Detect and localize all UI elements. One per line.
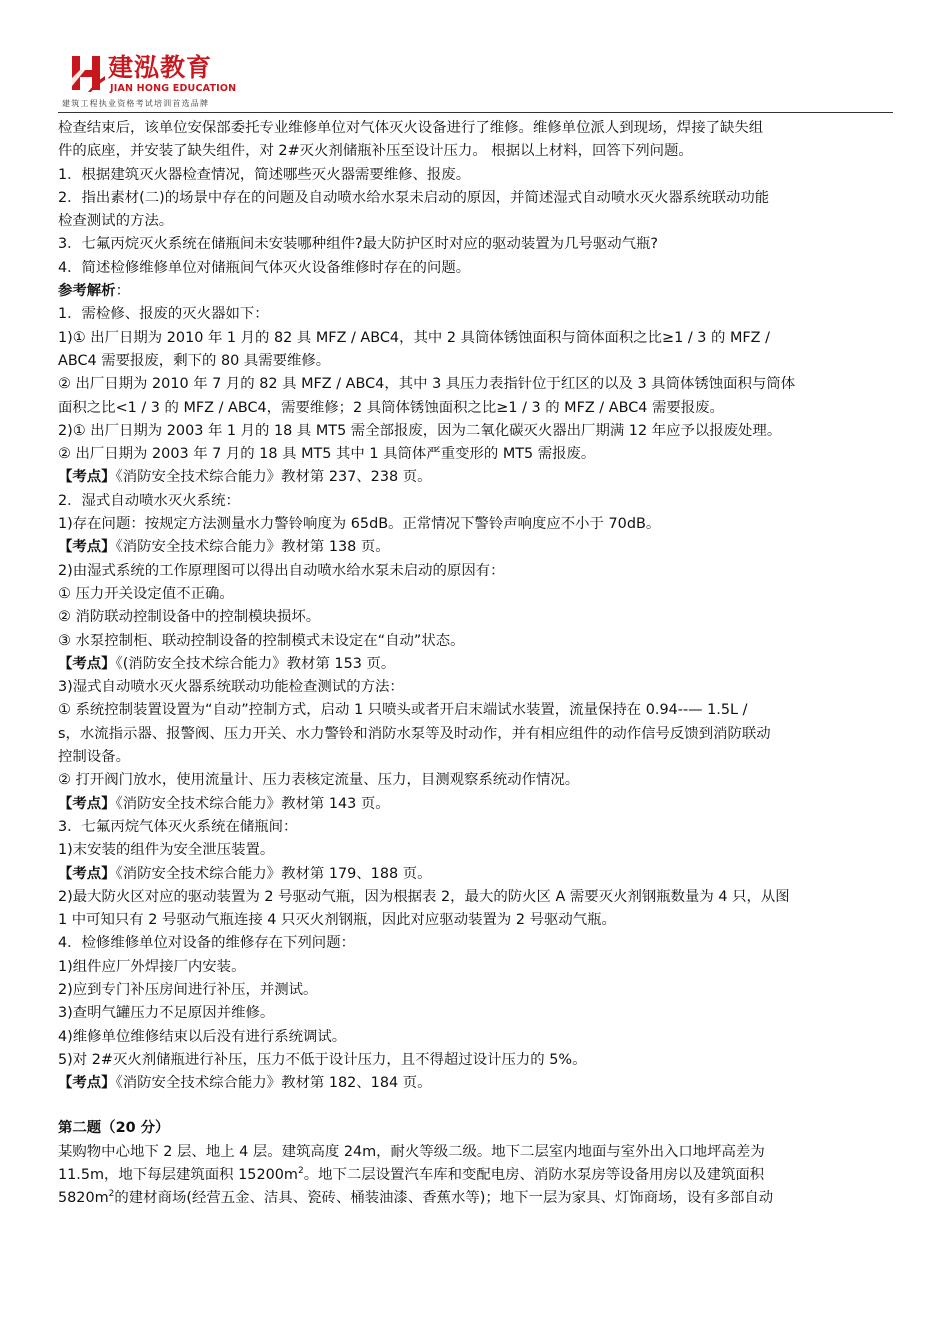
text-line: 5)对 2#灭火剂储瓶进行补压，压力不低于设计压力，且不得超过设计压力的 5%。 [58, 1051, 587, 1068]
answer-heading [58, 280, 893, 303]
text-fragment: 的建材商场(经营五金、洁具、瓷砖、桶装油漆、香蕉水等)；地下一层为家具、灯饰商场，设有多部自动 [114, 1190, 774, 1207]
text-line: ② 消防联动控制设备中的控制模块损坏。 [58, 609, 321, 626]
text-fragment: 。地下二层设置汽车库和变配电房、消防水泵房等设备用房以及建筑面积 [303, 1167, 765, 1184]
text-line: 2)应到专门补压房间进行补压，并测试。 [58, 981, 318, 998]
reference-note [58, 466, 893, 489]
reference-label: 【考点】 [58, 469, 116, 486]
reference-label: 【考点】 [58, 865, 116, 882]
text-line: 3)查明气罐压力不足原因并维修。 [58, 1005, 275, 1022]
text-line: 1)① 出厂日期为 2010 年 1 月的 82 具 MFZ / ABC4，其中 2 具筒体锈蚀面积与筒体面积之比≥1 / 3 的 MFZ / [58, 329, 770, 346]
text-line [58, 1164, 893, 1187]
reference-text: 《消防安全技术综合能力》教材第 182、184 页。 [115, 1075, 432, 1092]
text-line: ① 系统控制装置设置为“自动”控制方式，启动 1 只喷头或者开启末端试水装置，流量保持在 0.94--— 1.5L / [58, 702, 748, 719]
reference-label: 【考点】 [58, 1075, 116, 1092]
text-line: ② 出厂日期为 2010 年 7 月的 82 具 MFZ / ABC4，其中 3 具压力表指针位于红区的以及 3 具筒体锈蚀面积与筒体 [58, 376, 796, 393]
reference-text: 《(消防安全技术综合能力》教材第 153 页。 [115, 655, 396, 672]
reference-note [58, 793, 893, 816]
text-line: 4．检修维修单位对设备的维修存在下列问题： [58, 935, 355, 952]
text-line: ABC4 需要报废，剩下的 80 具需要维修。 [58, 352, 331, 369]
reference-note [58, 1072, 893, 1095]
text-line: 1．需检修、报废的灭火器如下： [58, 306, 269, 323]
reference-label: 【考点】 [58, 539, 116, 556]
text-line: 某购物中心地下 2 层、地上 4 层。建筑高度 24m，耐火等级二级。地下二层室内地面与室外出入口地坪高差为 [58, 1143, 765, 1160]
text-line: 1 中可知只有 2 号驱动气瓶连接 4 只灭火剂钢瓶，因此对应驱动装置为 2 号驱动气瓶。 [58, 912, 616, 929]
text-line: ③ 水泵控制柜、联动控制设备的控制模式未设定在“自动”状态。 [58, 632, 465, 649]
reference-text: 《消防安全技术综合能力》教材第 138 页。 [115, 539, 390, 556]
text-line: 1)存在问题：按规定方法测量水力警铃响度为 65dB。正常情况下警铃声响度应不小于 70dB。 [58, 516, 661, 533]
reference-label: 【考点】 [58, 795, 116, 812]
text-line: 检查结束后，该单位安保部委托专业维修单位对气体灭火设备进行了维修。维修单位派人到现场，焊接了缺失组 [58, 120, 764, 136]
document-body [58, 117, 893, 1211]
text-line: ② 出厂日期为 2003 年 7 月的 18 具 MT5 其中 1 具筒体严重变形的 MT5 需报废。 [58, 446, 596, 463]
superscript: 2 [297, 1166, 304, 1177]
question-item: 4．简述检修维修单位对储瓶间气体灭火设备维修时存在的问题。 [58, 259, 471, 276]
reference-text: 《消防安全技术综合能力》教材第 143 页。 [115, 795, 390, 812]
reference-note [58, 536, 893, 559]
answer-heading-colon: ： [115, 283, 130, 300]
section-spacer [58, 1095, 893, 1117]
answer-heading-label: 参考解析 [58, 283, 116, 300]
reference-note [58, 863, 893, 886]
reference-label: 【考点】 [58, 655, 116, 672]
header-divider [58, 112, 893, 113]
logo-brand-english: JIAN HONG EDUCATION [110, 83, 237, 94]
question-item: 1．根据建筑灭火器检查情况，简述哪些灭火器需要维修、报废。 [58, 166, 471, 183]
text-fragment: 11.5m，地下每层建筑面积 15200m [58, 1167, 298, 1184]
section-heading: 第二题（20 分） [58, 1120, 170, 1137]
text-line: 1)末安装的组件为安全泄压装置。 [58, 842, 275, 859]
reference-text: 《消防安全技术综合能力》教材第 179、188 页。 [115, 865, 432, 882]
text-line: 1)组件应厂外焊接厂内安装。 [58, 958, 246, 975]
question-item: 3．七氟丙烷灭火系统在储瓶间未安装哪种组件?最大防护区时对应的驱动装置为几号驱动气瓶? [58, 236, 659, 253]
text-fragment: 5820m [58, 1190, 109, 1207]
reference-note [58, 653, 893, 676]
text-line: 面积之比<1 / 3 的 MFZ / ABC4，需要维修；2 具筒体锈蚀面积之比≥1 / 3 的 MFZ / ABC4 需要报废。 [58, 399, 724, 416]
reference-text: 《消防安全技术综合能力》教材第 237、238 页。 [115, 469, 432, 486]
text-line: 3．七氟丙烷气体灭火系统在储瓶间： [58, 818, 298, 835]
question-item: 2．指出素材(二)的场景中存在的问题及自动喷水给水泵未启动的原因，并简述湿式自动喷水灭火器系统联动功能 [58, 189, 770, 206]
text-line: s，水流指示器、报警阀、压力开关、水力警铃和消防水泵等及时动作，并有相应组件的动作信号反馈到消防联动 [58, 725, 771, 742]
brand-slogan: 建筑工程执业资格考试培训首选品牌 [62, 99, 210, 108]
text-line: 3)湿式自动喷水灭火器系统联动功能检查测试的方法： [58, 679, 404, 696]
text-line: ② 打开阀门放水，使用流量计、压力表核定流量、压力，目测观察系统动作情况。 [58, 772, 580, 789]
text-line [58, 1187, 893, 1210]
logo-brand-name: 建泓教育 [108, 53, 213, 82]
text-line: 控制设备。 [58, 749, 130, 766]
header [58, 50, 893, 112]
superscript: 2 [108, 1189, 115, 1200]
jianhong-logo-icon [66, 52, 106, 94]
text-line: 2)最大防火区对应的驱动装置为 2 号驱动气瓶，因为根据表 2，最大的防火区 A 需要灭火剂钢瓶数量为 4 只，从图 [58, 888, 790, 905]
text-line: 2．湿式自动喷水灭火系统： [58, 492, 240, 509]
text-line: 2)① 出厂日期为 2003 年 1 月的 18 具 MT5 需全部报废，因为二氧化碳灭火器出厂期满 12 年应予以报废处理。 [58, 422, 782, 439]
text-line: ① 压力开关设定值不正确。 [58, 585, 234, 602]
text-line: 4)维修单位维修结束以后没有进行系统调试。 [58, 1028, 347, 1045]
text-line: 件的底座，并安装了缺失组件，对 2#灭火剂储瓶补压至设计压力。 根据以上材料，回答下列问题。 [58, 143, 693, 160]
text-line: 2)由湿式系统的工作原理图可以得出自动喷水给水泵未启动的原因有： [58, 562, 505, 579]
text-line: 检查测试的方法。 [58, 213, 174, 230]
